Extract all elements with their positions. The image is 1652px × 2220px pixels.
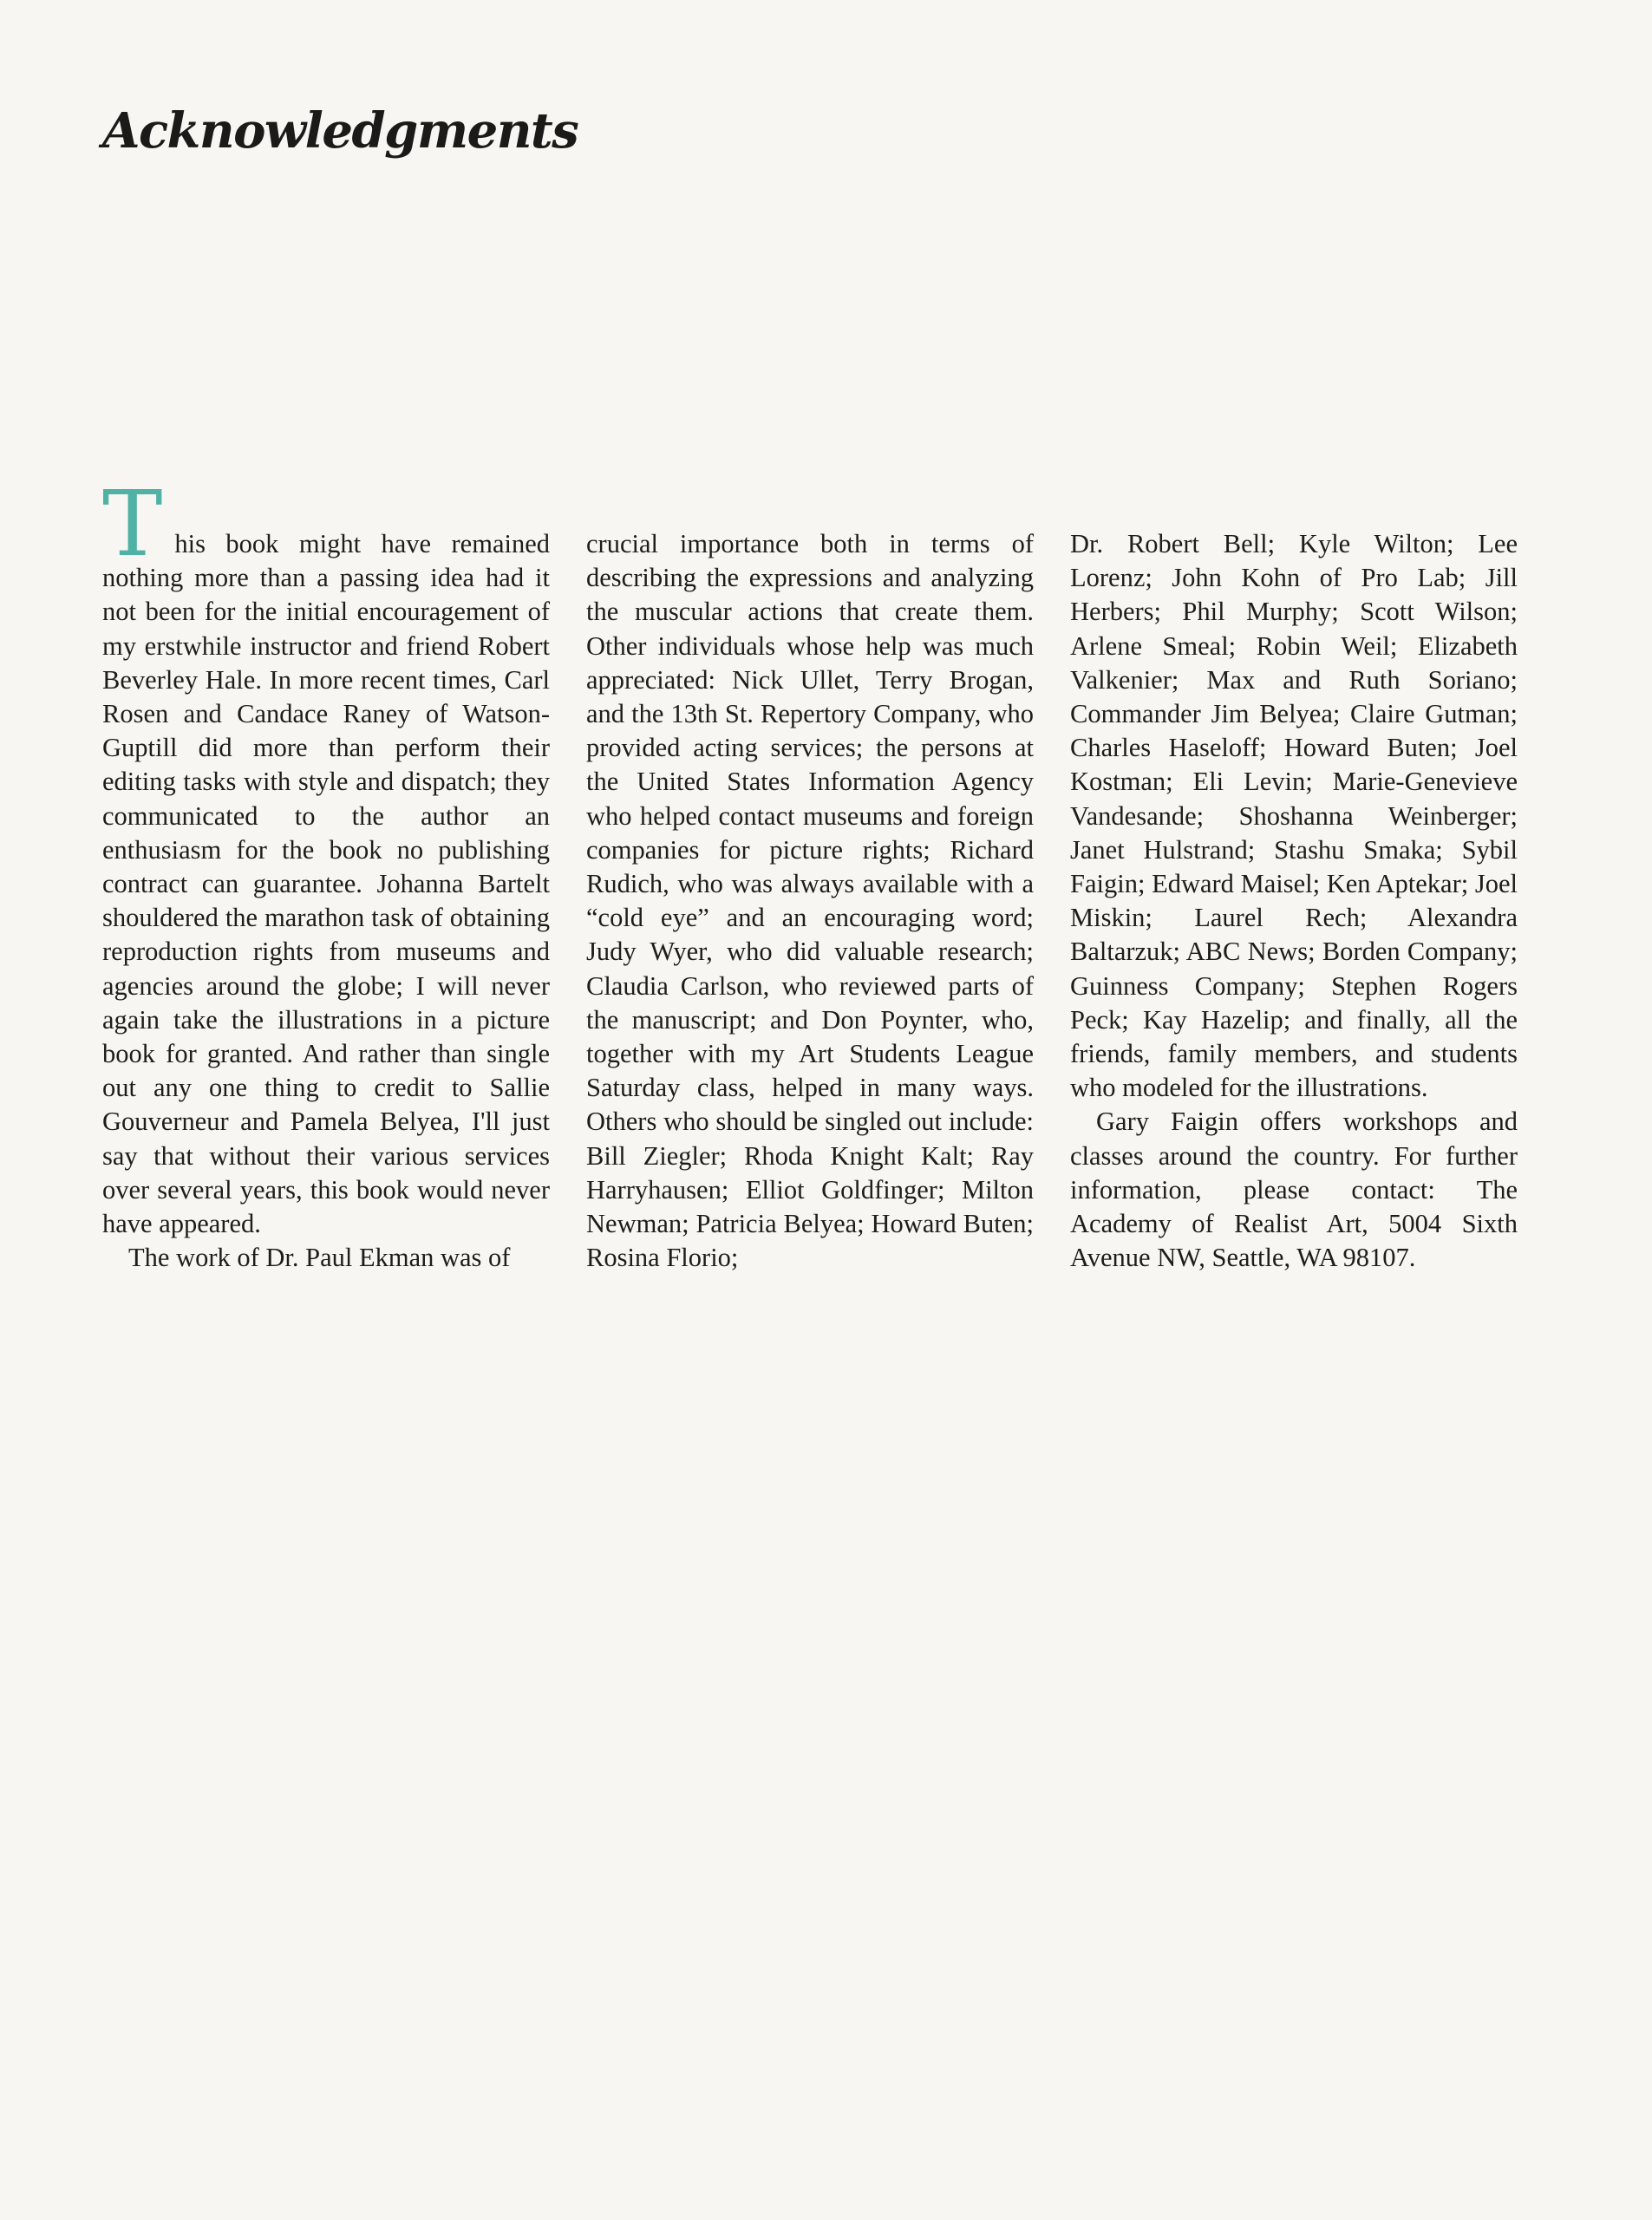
paragraph: Dr. Robert Bell; Kyle Wilton; Lee Lorenz; John Kohn of Pro Lab; Jill Herbers; Phil Murphy; Scott Wilson; Arlene Smeal; Robin Weil; Elizabeth Valkenier; Max and Ruth Soriano; Commander Jim Belyea; Claire Gutman; Charles Haseloff; Howard Buten; Joel Kostman; Eli Levin; Marie-Genevieve Vandesande; Shoshanna Weinberger; Janet Hulstrand; Stashu Smaka; Sybil Faigin; Edward Maisel; Ken Aptekar; Joel Miskin; Laurel Rech; Alexandra Baltarzuk; ABC News; Borden Company; Guinness Company; Stephen Rogers Peck; Kay Hazelip; and finally, all the friends, family members, and students who modeled for the illustrations. (1070, 529, 1518, 1103)
column-1 (102, 471, 550, 1275)
drop-cap: T (102, 471, 163, 577)
paragraph: crucial importance both in terms of describing the expressions and analyzing the muscular actions that create them. Other individuals whose help was much appreciated: Nick Ullet, Terry Brogan, and the 13th St. Repertory Company, who provided acting services; the persons at the United States Information Agency who helped contact museums and foreign companies for picture rights; Richard Rudich, who was always available with a “cold eye” and an encouraging word; Judy Wyer, who did valuable research; Claudia Carlson, who reviewed parts of the manuscript; and Don Poynter, who, together with my Art Students League Saturday class, helped in many ways. Others who should be singled out include: Bill Ziegler; Rhoda Knight Kalt; Ray Harryhausen; Elliot Goldfinger; Milton Newman; Patricia Belyea; Howard Buten; Rosina Florio; (586, 529, 1034, 1273)
paragraph (102, 471, 550, 1241)
text-columns (102, 471, 1518, 1275)
column-3 (1070, 527, 1518, 1275)
paragraph-text: his book might have remained nothing more than a passing idea had it not been for the initial encouragement of my erstwhile instructor and friend Robert Beverley Hale. In more recent times, Carl Rosen and Candace Raney of Watson-Guptill did more than perform their editing tasks with style and dispatch; they communicated to the author an enthusiasm for the book no publishing contract can guarantee. Johanna Bartelt shouldered the marathon task of obtaining reproduction rights from museums and agencies around the globe; I will never again take the illustrations in a picture book for granted. And rather than single out any one thing to credit to Sallie Gouverneur and Pamela Belyea, I'll just say that without their various services over several years, this book would never have appeared. (102, 529, 550, 1239)
page-title: Acknowledgments (102, 102, 578, 160)
column-2 (586, 527, 1034, 1275)
paragraph: The work of Dr. Paul Ekman was of (128, 1243, 511, 1273)
paragraph: Gary Faigin offers workshops and classes around the country. For further information, please contact: The Academy of Realist Art, 5004 Sixth Avenue NW, Seattle, WA 98107. (1070, 1107, 1518, 1273)
